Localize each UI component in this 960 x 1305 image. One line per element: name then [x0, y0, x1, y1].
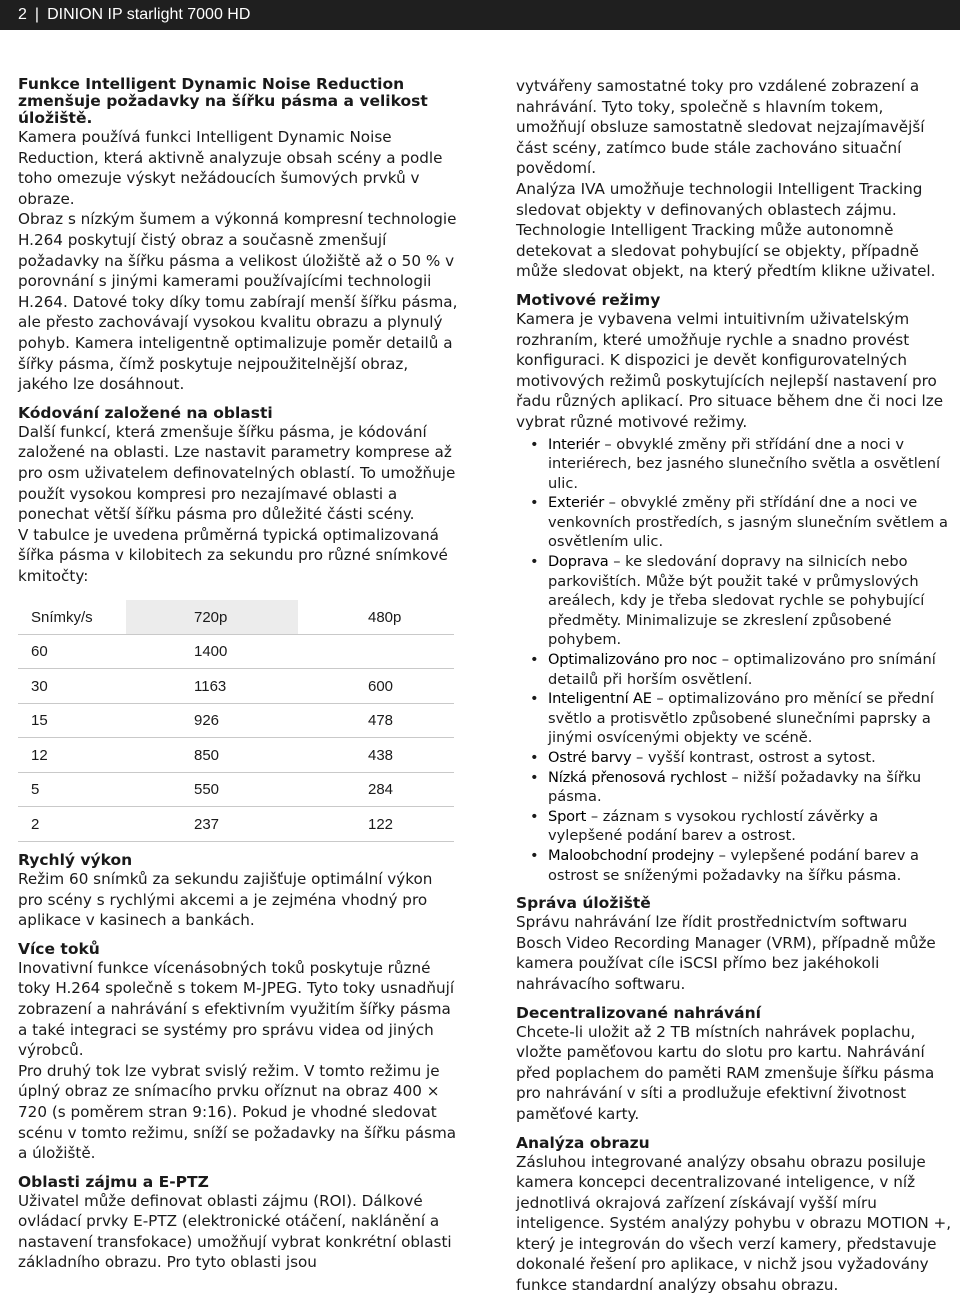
table-cell: 284	[298, 772, 454, 807]
heading-storage-management: Správa úložiště	[516, 894, 651, 913]
table-header-fps: Snímky/s	[18, 600, 126, 634]
heading-roi-eptz: Oblasti zájmu a E-PTZ	[18, 1172, 209, 1191]
table-cell: 478	[298, 703, 454, 738]
bullet-icon: •	[530, 749, 539, 766]
table-cell: 12	[18, 738, 126, 773]
heading-video-analytics: Analýza obrazu	[516, 1133, 650, 1152]
paragraph-region-coding-2: V tabulce je uvedena průměrná typická optimalizovaná šířka pásma v kilobitech za sekundu pro různé snímkové kmitočty:	[18, 525, 448, 585]
table-row	[18, 738, 454, 773]
bullet-icon: •	[530, 768, 539, 786]
page-number: 2	[18, 6, 27, 23]
mode-term: Optimalizováno pro noc	[548, 651, 718, 669]
mode-term: Inteligentní AE	[548, 690, 652, 708]
list-item	[530, 807, 954, 846]
list-item	[530, 493, 954, 552]
heading-multi-stream: Více toků	[18, 939, 100, 958]
table-row	[18, 807, 454, 842]
list-item	[530, 650, 954, 689]
table-row	[18, 634, 454, 669]
table-cell: 550	[126, 772, 298, 807]
paragraph-roi-continued: vytvářeny samostatné toky pro vzdálené zobrazení a nahrávání. Tyto toky, společně s hlavním tokem, umožňují obsluze samostatně sledovat nejzajímavější část scény, zatímco bude stále zachováno situační povědomí.	[516, 77, 925, 178]
paragraph-edge-recording: Chcete-li uložit až 2 TB místních nahrávek poplachu, vložte paměťovou kartu do slotu pro kartu. Nahrávání před poplachem do paměti RAM zmenšuje šířku pásma pro nahrávání v síti a prodlužuje efektivní životnost paměťové karty.	[516, 1022, 935, 1123]
mode-description: – optimalizováno pro měnící se přední světlo a protisvětlo způsobené slunečními paprsky a jinými osvícenými objekty ve scéně.	[548, 690, 934, 747]
list-item	[530, 768, 954, 807]
table-cell: 850	[126, 738, 298, 773]
mode-term: Exteriér	[548, 494, 604, 512]
table-cell: 60	[18, 634, 126, 669]
scene-mode-list	[516, 435, 954, 886]
paragraph-multi-stream-1: Inovativní funkce vícenásobných toků poskytuje různé toky H.264 společně s tokem M-JPEG. Tyto toky usnadňují zobrazení a nahrávání s efektivním využitím šířky pásma a také integraci se systémy pro správu videa od jiných výrobců.	[18, 958, 455, 1060]
mode-term: Doprava	[548, 553, 609, 571]
paragraph-region-coding-1: Další funkcí, která zmenšuje šířku pásma, je kódování založené na oblasti. Lze nastavit parametry komprese až pro osm uživatelem definovatelných oblastí. To umožňuje použít vysokou kompresi pro nezajímavé oblasti a ponechat větší šířku pásma pro důležité části scény.	[18, 422, 456, 524]
paragraph-idnr-2: Obraz s nízkým šumem a výkonná kompresní technologie H.264 poskytují čistý obraz a současně zmenšují požadavky na šířku pásma a velikost úložiště až o 50 % v porovnání s jinými kamerami používajícími technologii H.264. Datové toky díky tomu zabírají menší šířku pásma, ale přesto zachovávají vysokou kvalitu obrazu a plynulý pohyb. Kamera inteligentně optimalizuje poměr detailů a šířky pásma, čímž poskytuje nejpoužitelnější obraz, jakého lze dosáhnout.	[18, 210, 458, 394]
list-item	[530, 552, 954, 650]
bullet-icon: •	[530, 553, 539, 571]
table-cell: 1163	[126, 669, 298, 704]
paragraph-iva: Analýza IVA umožňuje technologii Intelligent Tracking sledovat objekty v definovaných oblastech zájmu. Technologie Intelligent Tracking může autonomně detekovat a sledovat pohybující se objekty, případně může sledovat objekt, na který předtím klikne uživatel.	[516, 179, 936, 281]
mode-description: – obvyklé změny při střídání dne a noci v interiérech, bez jasného slunečního světla a osvětlení ulic.	[548, 435, 941, 492]
table-cell: 237	[126, 807, 298, 842]
left-column	[18, 76, 458, 1273]
mode-description: – vyšší kontrast, ostrost a sytost.	[631, 749, 876, 766]
mode-term: Sport	[548, 807, 587, 825]
table-row	[18, 669, 454, 704]
bullet-icon: •	[530, 435, 539, 453]
heading-fast-performance: Rychlý výkon	[18, 850, 133, 869]
table-cell: 122	[298, 807, 454, 842]
mode-description: – optimalizováno pro snímání detailů při horším osvětlení.	[548, 651, 936, 688]
header-separator: |	[34, 6, 40, 23]
heading-region-coding: Kódování založené na oblasti	[18, 403, 273, 422]
list-item	[530, 748, 954, 768]
table-cell: 926	[126, 703, 298, 738]
page-header	[0, 0, 960, 30]
table-row	[18, 703, 454, 738]
table-header-row	[18, 600, 454, 634]
table-cell: 5	[18, 772, 126, 807]
table-header-480p: 480p	[298, 600, 454, 634]
table-cell: 1400	[126, 634, 298, 669]
heading-edge-recording: Decentralizované nahrávání	[516, 1003, 761, 1022]
mode-term: Nízká přenosová rychlost	[548, 768, 727, 786]
table-row	[18, 772, 454, 807]
heading-scene-modes: Motivové režimy	[516, 290, 661, 309]
table-cell: 438	[298, 738, 454, 773]
bullet-icon: •	[530, 807, 539, 825]
bullet-icon: •	[530, 690, 539, 708]
list-item	[530, 689, 954, 748]
table-cell: 30	[18, 669, 126, 704]
paragraph-roi-eptz: Uživatel může definovat oblasti zájmu (ROI). Dálkové ovládací prvky E-PTZ (elektronické otáčení, naklánění a nastavení transfokace) umožňují vybrat konkrétní oblasti základního obrazu. Pro tyto oblasti jsou	[18, 1191, 452, 1272]
mode-description: – nižší požadavky na šířku pásma.	[548, 768, 922, 806]
list-item	[530, 435, 954, 494]
heading-idnr: Funkce Intelligent Dynamic Noise Reduction zmenšuje požadavky na šířku pásma a velikost úložiště.	[18, 75, 428, 127]
paragraph-fast-performance: Režim 60 snímků za sekundu zajišťuje optimální výkon pro scény s rychlými akcemi a je zejména vhodný pro aplikace v kasinech a bankách.	[18, 869, 433, 930]
mode-term: Interiér	[548, 435, 600, 453]
bullet-icon: •	[530, 846, 539, 864]
right-column	[516, 76, 954, 1296]
mode-description: – obvyklé změny při střídání dne a noci ve venkovních prostředích, s jasným slunečním světlem a osvětlením ulic.	[548, 494, 948, 551]
mode-term: Ostré barvy	[548, 749, 632, 766]
table-header-720p: 720p	[126, 600, 298, 634]
paragraph-scene-modes: Kamera je vybavena velmi intuitivním uživatelským rozhraním, které umožňuje rychle a snadno provést konfiguraci. K dispozici je devět konfigurovatelných motivových režimů poskytujících nejlepší nastavení pro řadu různých aplikací. Pro situace během dne či noci lze vybrat různé motivové režimy.	[516, 309, 944, 431]
bullet-icon: •	[530, 651, 539, 669]
mode-description: – ke sledování dopravy na silnicích nebo parkovištích. Může být použit také v průmyslových areálech, kdy je třeba sledovat rychle se pohybující předměty. Minimalizuje se zkreslení způsobené pohybem.	[548, 553, 925, 649]
bandwidth-table	[18, 600, 454, 842]
table-cell: 15	[18, 703, 126, 738]
paragraph-idnr-1: Kamera používá funkci Intelligent Dynamic Noise Reduction, která aktivně analyzuje obsah scény a podle toho omezuje výskyt nežádoucích šumových prvků v obraze.	[18, 128, 443, 208]
table-cell: 600	[298, 669, 454, 704]
list-item	[530, 846, 954, 885]
table-cell: 2	[18, 807, 126, 842]
product-name: DINION IP starlight 7000 HD	[47, 6, 251, 23]
mode-term: Maloobchodní prodejny	[548, 846, 714, 864]
paragraph-storage-management: Správu nahrávání lze řídit prostřednictvím softwaru Bosch Video Recording Manager (VRM), případně může kamera používat cíle iSCSI přímo bez jakéhokoli nahrávacího softwaru.	[516, 913, 936, 993]
paragraph-video-analytics: Zásluhou integrované analýzy obsahu obrazu posiluje kamera koncepci decentralizované inteligence, v níž jednotlivá okrajová zařízení získávají vyšší míru inteligence. Systém analýzy pohybu v obrazu MOTION +, který je integrován do všech verzí kamery, představuje dokonalé řešení pro aplikace, v nichž jsou vyžadovány funkce standardní analýzy obsahu obrazu.	[516, 1152, 952, 1295]
mode-description: – vylepšené podání barev a ostrost se sníženými požadavky na šířku pásma.	[548, 846, 920, 884]
table-cell	[298, 634, 454, 669]
bullet-icon: •	[530, 494, 539, 512]
mode-description: – záznam s vysokou rychlostí závěrky a vylepšené podání barev a ostrost.	[548, 807, 879, 845]
paragraph-multi-stream-2: Pro druhý tok lze vybrat svislý režim. V tomto režimu je úplný obraz ze snímacího prvku oříznut na obraz 400 × 720 (s poměrem stran 9:16). Pokud je vhodné sledovat scénu v tomto režimu, sníží se požadavky na šířku pásma a úložiště.	[18, 1061, 457, 1163]
